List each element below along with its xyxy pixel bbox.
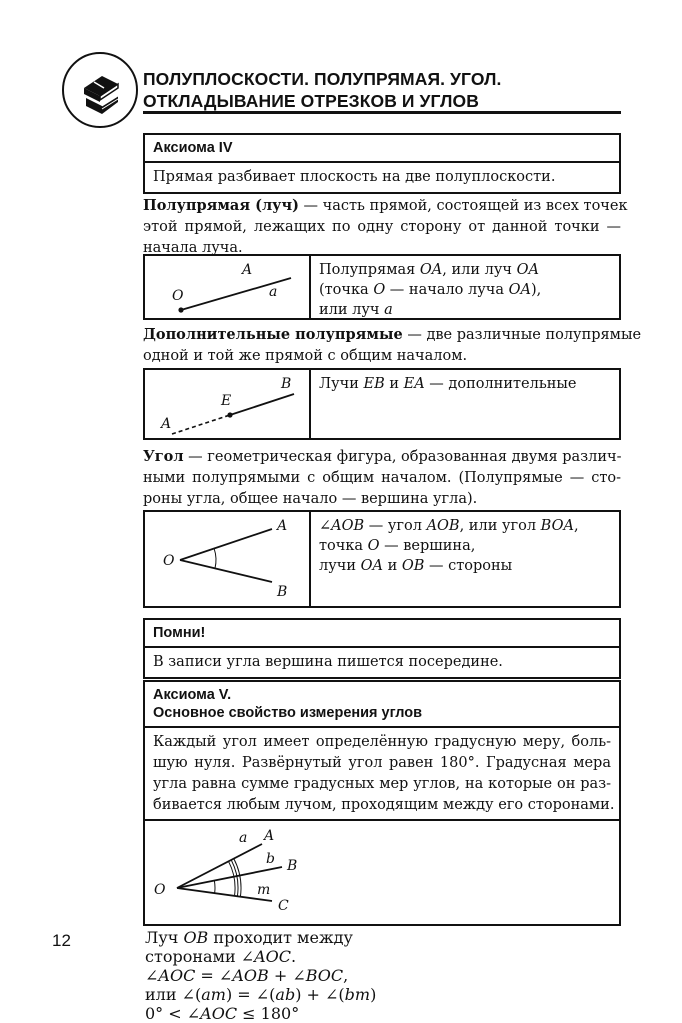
text-segment: шую нуля. Развёрнутый угол равен 180°. Градусная мера (153, 755, 611, 771)
text-line (319, 280, 541, 300)
text-segment: — стороны (424, 558, 513, 574)
text-segment: ) = ∠( (225, 985, 276, 1004)
label-o: O (172, 288, 184, 304)
axiom-4-title: Аксиома IV (145, 135, 619, 163)
page-number: 12 (52, 931, 71, 950)
title-line-2: ОТКЛАДЫВАНИЕ ОТРЕЗКОВ И УГЛОВ (143, 91, 479, 111)
math-symbol: ∠AOC (186, 1004, 238, 1023)
math-symbol: ab (275, 985, 296, 1004)
math-symbol: ∠AOC (240, 947, 292, 966)
remember-box (143, 618, 621, 679)
text-segment: , или луч (442, 262, 517, 278)
math-symbol: ∠AOC (145, 966, 196, 985)
label-o: O (154, 882, 166, 898)
label-c: C (278, 898, 289, 914)
text-line (145, 985, 619, 1004)
text-segment: и (384, 376, 404, 392)
text-segment: , (573, 518, 579, 534)
angle-measure-description (145, 928, 619, 1023)
title-underline (143, 111, 621, 114)
text-line (145, 966, 619, 985)
text-segment: сторонами (145, 947, 241, 966)
text-segment: — часть прямой, состоящей из всех точек (298, 198, 628, 214)
math-symbol: O (373, 282, 386, 298)
text-segment: лучи (319, 558, 361, 574)
text-segment: и (382, 558, 402, 574)
label-a: A (161, 416, 172, 432)
axiom-4-box (143, 133, 621, 194)
text-segment: Полупрямая (319, 262, 420, 278)
math-symbol: OB (401, 558, 425, 574)
title-line-1: ПОЛУПЛОСКОСТИ. ПОЛУПРЯМАЯ. УГОЛ. (143, 69, 502, 89)
math-symbol: am (201, 985, 226, 1004)
label-a-upper: A (242, 262, 253, 278)
text-line (143, 446, 621, 468)
math-symbol: ∠AOB (319, 518, 365, 534)
term: Угол (143, 448, 184, 465)
angle-measure-diagram (145, 821, 309, 924)
angle-description (309, 512, 587, 606)
label-b: B (287, 858, 298, 874)
text-line (319, 300, 541, 320)
axiom-5-box (143, 680, 621, 1023)
math-symbol: bm (344, 985, 371, 1004)
math-symbol: AOB (426, 518, 460, 534)
text-segment: = (195, 966, 219, 985)
text-segment: — угол (364, 518, 427, 534)
label-b: B (281, 376, 292, 392)
complementary-rays-diagram (145, 370, 309, 438)
point-e (227, 412, 232, 417)
text-segment: Лучи (319, 376, 364, 392)
math-symbol: O (367, 538, 380, 554)
text-segment: . (291, 947, 297, 966)
label-b: B (277, 584, 288, 600)
math-symbol: OA (419, 262, 443, 278)
text-line (153, 732, 611, 753)
text-segment: — вершина, (379, 538, 476, 554)
math-symbol: OA (508, 282, 531, 298)
text-segment: начала луча. (143, 240, 243, 256)
text-segment: ), (530, 282, 542, 298)
math-symbol: EA (403, 376, 425, 392)
text-segment: ) (370, 985, 377, 1004)
label-a: A (264, 828, 275, 844)
text-line (153, 753, 611, 774)
text-segment: ными полупрямыми с общим началом. (Полупрямые — сто- (143, 470, 621, 486)
text-segment: — дополнительные (424, 376, 577, 392)
math-symbol: OA (360, 558, 383, 574)
text-segment: (точка (319, 282, 374, 298)
label-a-lower: a (269, 284, 278, 300)
axiom-4-text: Прямая разбивает плоскость на две полуплоскости. (153, 169, 556, 185)
text-line (143, 217, 621, 238)
angle-measure-table (145, 821, 619, 1023)
axiom-5-title-line-1: Аксиома V. (153, 687, 232, 703)
complementary-rays-definition (143, 324, 642, 367)
ray-diagram (145, 256, 309, 318)
axiom-5-title (145, 682, 619, 728)
ray-table (143, 254, 621, 320)
remember-title: Помни! (145, 620, 619, 648)
text-segment: Луч (145, 928, 184, 947)
text-line (145, 1004, 619, 1023)
text-line (319, 374, 577, 394)
point-o (178, 307, 183, 312)
complementary-rays-description (309, 370, 585, 438)
text-line (143, 324, 642, 346)
text-line (143, 195, 628, 217)
text-segment: , или угол (459, 518, 541, 534)
label-e: E (221, 393, 232, 409)
text-segment: 0° < (145, 1004, 187, 1023)
text-segment: этой прямой, лежащих по одну сторону от данной точки — (143, 219, 621, 235)
math-symbol: OB (183, 928, 209, 947)
text-segment: Каждый угол имеет определённую градусную меру, боль- (153, 734, 611, 750)
page-title (143, 68, 501, 112)
text-segment: — две различные полупрямые (402, 327, 642, 343)
angle-diagram (145, 512, 309, 606)
text-line (319, 536, 579, 556)
text-segment: угла равна сумме градусных мер углов, на которые он раз- (153, 776, 611, 792)
text-line (143, 468, 621, 489)
text-segment: — геометрическая фигура, образованная двумя различ- (183, 449, 622, 465)
text-line (319, 556, 579, 576)
angle-table (143, 510, 621, 608)
angle-definition (143, 446, 621, 510)
axiom-5-title-line-2: Основное свойство измерения углов (153, 705, 423, 721)
remember-text: В записи угла вершина пишется посередине. (153, 654, 503, 670)
text-segment: , (343, 966, 349, 985)
text-segment: точка (319, 538, 368, 554)
text-line (319, 516, 579, 536)
section-logo (62, 52, 138, 128)
label-a: A (277, 518, 288, 534)
text-line (153, 774, 611, 795)
term: Полупрямая (луч) (143, 197, 299, 214)
math-symbol: OA (516, 262, 539, 278)
text-line (319, 260, 541, 280)
label-a-lower: a (239, 830, 248, 846)
text-segment: роны угла, общее начало — вершина угла). (143, 491, 478, 507)
text-line (153, 795, 615, 816)
label-b-lower: b (266, 851, 275, 867)
text-segment: проходит между (208, 928, 353, 947)
text-segment: или ∠( (145, 985, 202, 1004)
text-segment: ≤ 180° (237, 1004, 300, 1023)
label-m: m (257, 882, 271, 898)
math-symbol: ∠BOC (292, 966, 344, 985)
complementary-rays-table (143, 368, 621, 440)
text-segment: или луч (319, 302, 385, 318)
text-line (143, 346, 621, 367)
math-symbol: BOA (540, 518, 574, 534)
math-symbol: a (384, 302, 393, 318)
text-segment: одной и той же прямой с общим началом. (143, 348, 468, 364)
ray-description (309, 256, 549, 318)
text-line (145, 928, 619, 947)
text-segment: бивается любым лучом, проходящим между его сторонами. (153, 797, 615, 813)
math-symbol: ∠AOB (218, 966, 269, 985)
text-segment: ) + ∠( (295, 985, 345, 1004)
term: Дополнительные полупрямые (143, 326, 403, 343)
label-o: O (163, 553, 175, 569)
axiom-5-text (145, 728, 619, 821)
text-line (145, 947, 619, 966)
books-icon (64, 54, 136, 126)
text-line (143, 489, 621, 510)
text-segment: + (268, 966, 293, 985)
text-segment: — начало луча (385, 282, 509, 298)
math-symbol: EB (363, 376, 385, 392)
ray-definition (143, 195, 628, 259)
